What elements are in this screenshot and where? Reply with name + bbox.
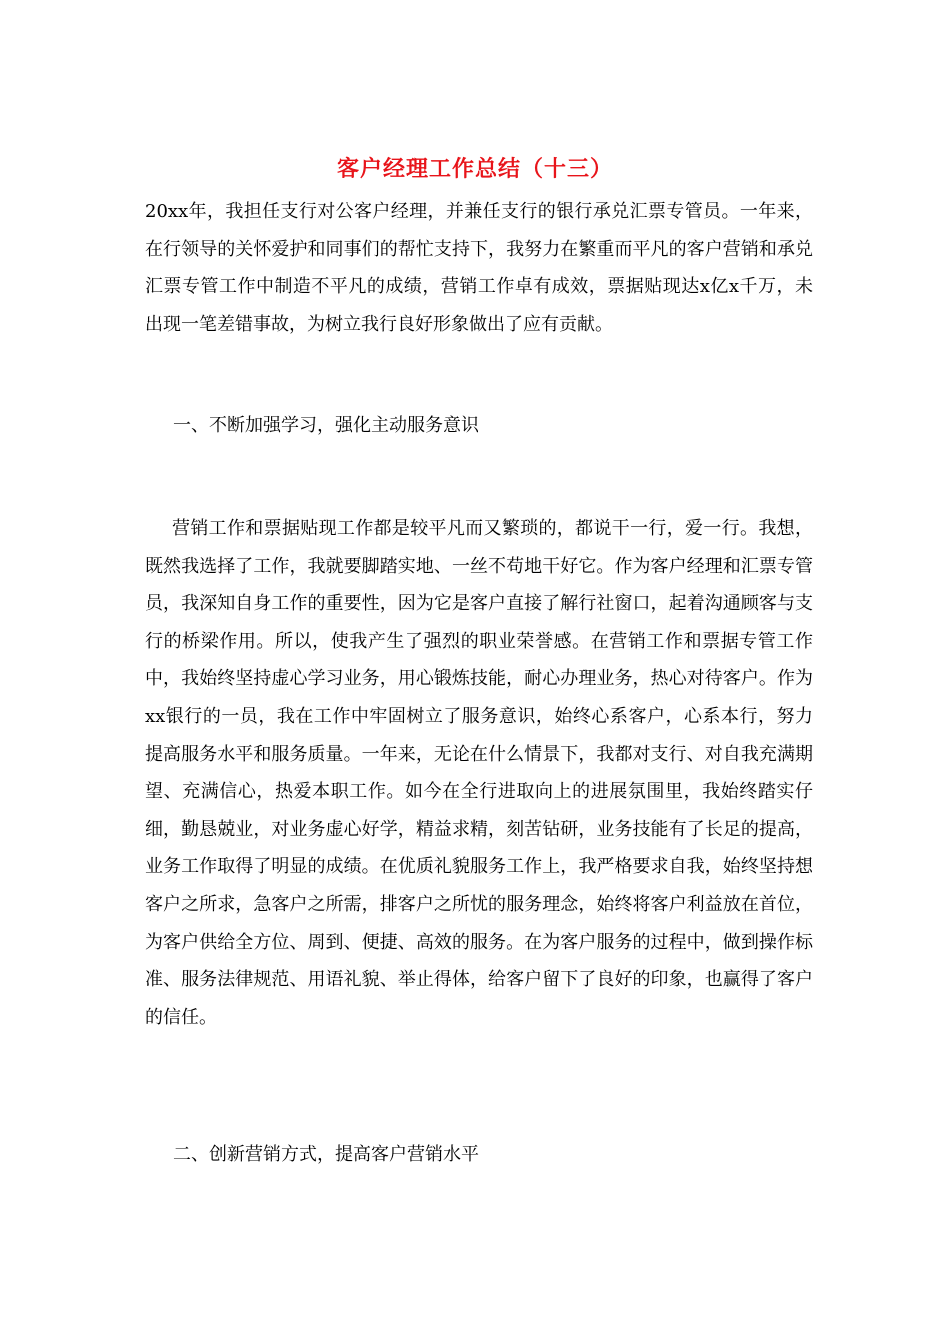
section-body-1: 营销工作和票据贴现工作都是较平凡而又繁琐的，都说干一行，爱一行。我想，既然我选择了工作，我就要脚踏实地、一丝不苟地干好它。作为客户经理和汇票专管员，我深知自身工作的重要性，因为它是客户直接了解行社窗口，起着沟通顾客与支行的桥梁作用。所以，使我产生了强烈的职业荣誉感。在营销工作和票据专管工作中，我始终坚持虚心学习业务，用心锻炼技能，耐心办理业务，热心对待客户。作为xx银行的一员，我在工作中牢固树立了服务意识，始终心系客户，心系本行，努力提高服务水平和服务质量。一年来，无论在什么情景下，我都对支行、对自我充满期望、充满信心，热爱本职工作。如今在全行进取向上的进展氛围里，我始终踏实仔细，勤恳兢业，对业务虚心好学，精益求精，刻苦钻研，业务技能有了长足的提高，业务工作取得了明显的成绩。在优质礼貌服务工作上，我严格要求自我，始终坚持想客户之所求，急客户之所需，排客户之所忧的服务理念，始终将客户利益放在首位，为客户供给全方位、周到、便捷、高效的服务。在为客户服务的过程中，做到操作标准、服务法律规范、用语礼貌、举止得体，给客户留下了良好的印象，也赢得了客户的信任。 <box>145 518 813 1028</box>
document-title: 客户经理工作总结（十三） <box>336 156 613 182</box>
section-heading-2: 二、创新营销方式，提高客户营销水平 <box>173 1144 479 1165</box>
section-heading-1: 一、不断加强学习，强化主动服务意识 <box>173 415 479 436</box>
intro-paragraph: 20xx年，我担任支行对公客户经理，并兼任支行的银行承兑汇票专管员。一年来，在行领导的关怀爱护和同事们的帮忙支持下，我努力在繁重而平凡的客户营销和承兑汇票专管工作中制造不平凡的成绩，营销工作卓有成效，票据贴现达x亿x千万，未出现一笔差错事故，为树立我行良好形象做出了应有贡献。 <box>145 201 813 335</box>
